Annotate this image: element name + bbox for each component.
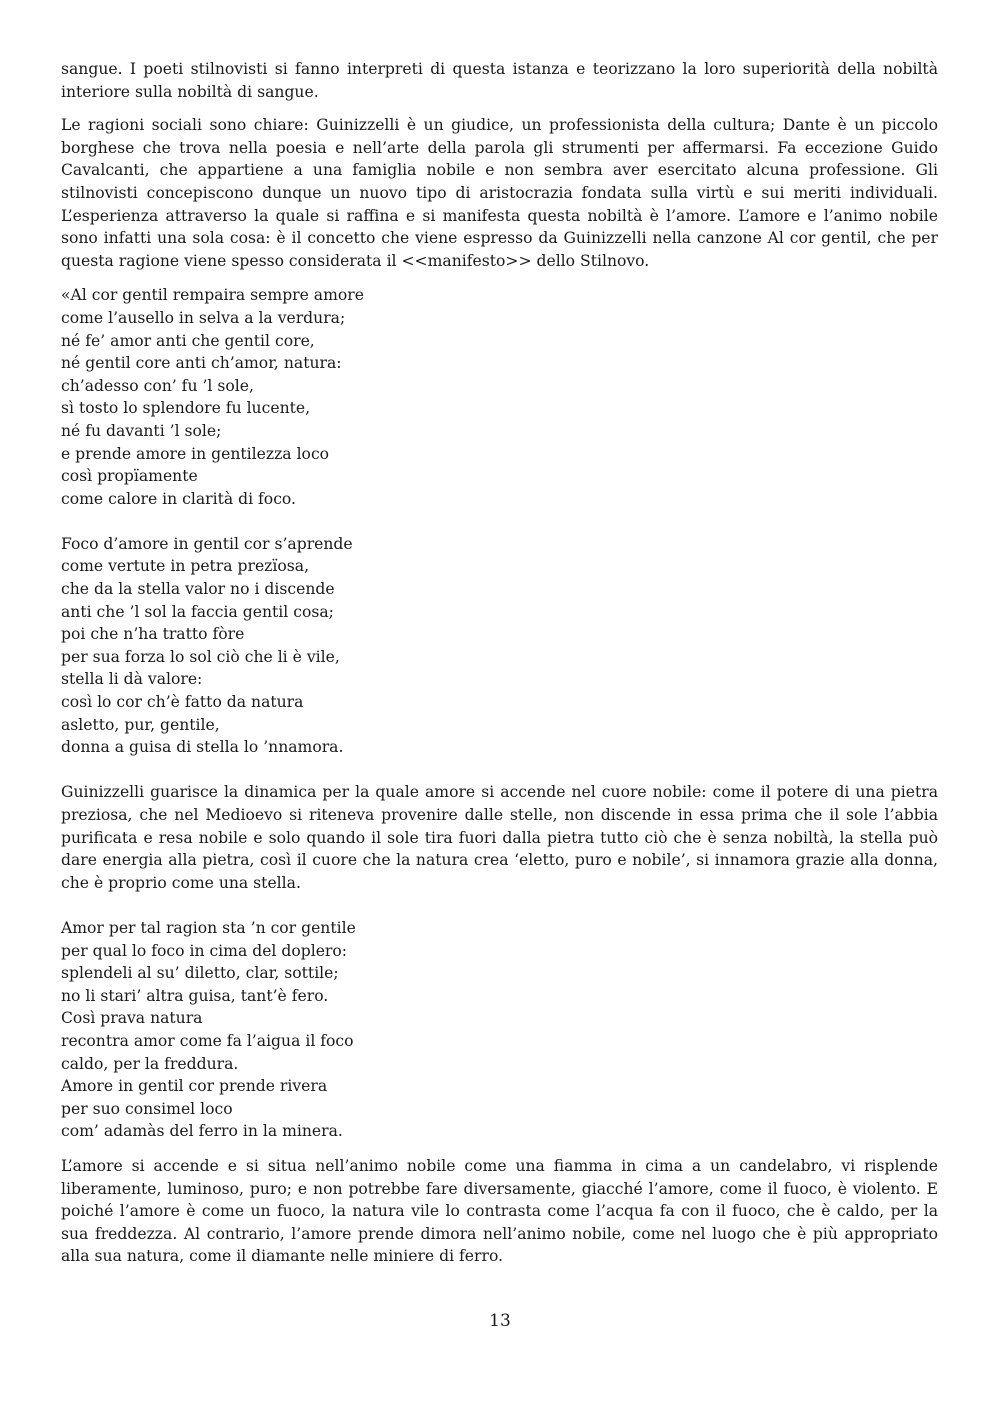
verse-line: asletto, pur, gentile,	[61, 715, 220, 734]
verse-line: per qual lo foco in cima del doplero:	[61, 941, 348, 960]
paragraph-intro: sangue. I poeti stilnovisti si fanno interpreti di questa istanza e teorizzano la loro superiorità della nobiltà interiore sulla nobiltà di sangue.	[61, 60, 938, 101]
verse-line: come calore in clarità di foco.	[61, 489, 296, 508]
paragraph-commentary-2: L’amore si accende e si situa nell’animo nobile come una fiamma in cima a un candelabro, vi risplende liberamente, luminoso, puro; e non potrebbe fare diversamente, giacché l’amore, come il fuoco, è violento. E poiché l’amore è come un fuoco, la natura vile lo contrasta come l’acqua fa con il fuoco, che è caldo, per la sua freddezza. Al contrario, l’amore prende dimora nell’animo nobile, come nel luogo che è più appropriato alla sua natura, come il diamante nelle miniere di ferro.	[61, 1156, 938, 1266]
verse-line: ch’adesso con’ fu ’l sole,	[61, 376, 254, 395]
verse-line: come vertute in petra prezïosa,	[61, 557, 310, 576]
verse-line: anti che ’l sol la faccia gentil cosa;	[61, 602, 334, 621]
verse-line: no li stari’ altra guisa, tant’è fero.	[61, 986, 329, 1005]
verse-line: per sua forza lo sol ciò che li è vile,	[61, 647, 340, 666]
verse-line: «Al cor gentil rempaira sempre amore	[61, 286, 364, 305]
verse-line: così lo cor ch’è fatto da natura	[61, 693, 304, 712]
page-body	[61, 58, 938, 1280]
verse-line: che da la stella valor no i discende	[61, 580, 335, 599]
verse-line: donna a guisa di stella lo ’nnamora.	[61, 738, 344, 757]
poem-stanza-2	[61, 533, 938, 759]
verse-line: né gentil core anti ch’amor, natura:	[61, 354, 342, 373]
verse-line: Foco d’amore in gentil cor s’aprende	[61, 534, 353, 553]
paragraph-social-reasons: Le ragioni sociali sono chiare: Guinizzelli è un giudice, un professionista della cultura; Dante è un piccolo borghese che trova nella poesia e nell’arte della parola gli strumenti per affermarsi. Fa eccezione Guido Cavalcanti, che appartiene a una famiglia nobile e non sembra aver esercitato alcuna professione. Gli stilnovisti concepiscono dunque un nuovo tipo di aristocrazia fondata sulla virtù e sui meriti individuali. L’esperienza attraverso la quale si raffina e si manifesta questa nobiltà è l’amore. L’amore e l’animo nobile sono infatti una sola cosa: è il concetto che viene espresso da Guinizzelli nella canzone Al cor gentil, che per questa ragione viene spesso considerata il <<manifesto>> dello Stilnovo.	[61, 116, 938, 270]
verse-line: com’ adamàs del ferro in la minera.	[61, 1122, 343, 1141]
verse-line: né fu davanti ’l sole;	[61, 421, 222, 440]
page-number: 13	[489, 1311, 511, 1331]
verse-line: sì tosto lo splendore fu lucente,	[61, 399, 311, 418]
paragraph-commentary-1: Guinizzelli guarisce la dinamica per la quale amore si accende nel cuore nobile: come il potere di una pietra preziosa, che nel Medioevo si riteneva provenire dalle stelle, non discende in essa prima che il sole l’abbia purificata e resa nobile e solo quando il sole tira fuori dalla pietra tutto ciò che è senza nobiltà, la stella può dare energia alla pietra, così il cuore che la natura crea ‘eletto, puro e nobile’, si innamora grazie alla donna, che è proprio come una stella.	[61, 783, 938, 892]
verse-line: Amor per tal ragion sta ’n cor gentile	[61, 918, 356, 937]
verse-line: stella li dà valore:	[61, 670, 203, 689]
verse-line: né fe’ amor anti che gentil core,	[61, 331, 315, 350]
verse-line: Così prava natura	[61, 1009, 203, 1028]
verse-line: poi che n’ha tratto fòre	[61, 625, 245, 644]
poem-stanza-3	[61, 917, 938, 1143]
poem-stanza-1	[61, 284, 938, 510]
verse-line: caldo, per la freddura.	[61, 1054, 239, 1073]
verse-line: e prende amore in gentilezza loco	[61, 444, 330, 463]
verse-line: recontra amor come fa l’aigua il foco	[61, 1031, 354, 1050]
verse-line: così propïamente	[61, 467, 198, 486]
verse-line: Amore in gentil cor prende rivera	[61, 1077, 328, 1096]
verse-line: per suo consimel loco	[61, 1099, 233, 1118]
verse-line: splendeli al su’ diletto, clar, sottile;	[61, 964, 339, 983]
verse-line: come l’ausello in selva a la verdura;	[61, 308, 346, 327]
